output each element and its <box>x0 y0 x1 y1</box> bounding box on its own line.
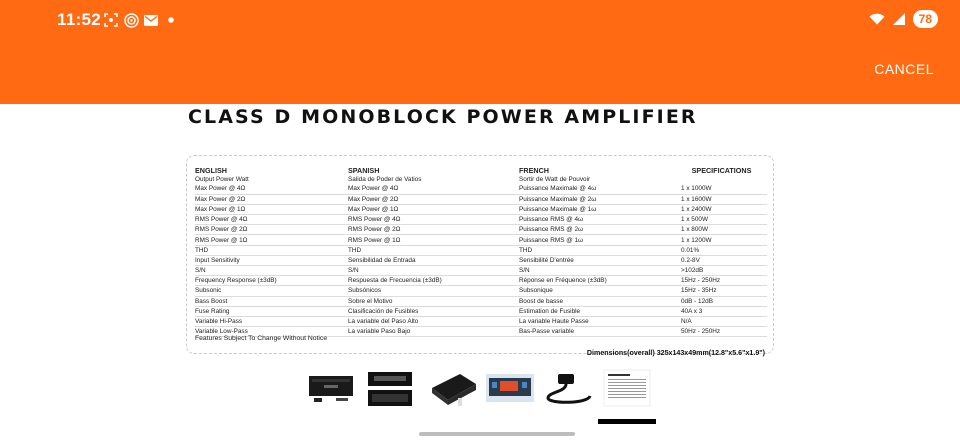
spec-cell-spanish: Respuesta de Frecuencia (±3dB) <box>348 276 519 286</box>
spec-cell-french: Boost de basse <box>519 296 676 306</box>
status-time: 11:52 <box>57 10 102 29</box>
spec-cell-spanish: THD <box>348 245 519 255</box>
spec-cell-spanish: Max Power @ 4Ω <box>348 184 519 194</box>
app-header <box>0 0 960 104</box>
spec-cell-spanish: RMS Power @ 2Ω <box>348 225 519 235</box>
hotspot-icon <box>123 12 139 28</box>
spec-cell-spec: 0.2-8V <box>676 255 767 265</box>
status-icons-left <box>103 12 179 28</box>
spec-cell-spanish: RMS Power @ 1Ω <box>348 235 519 245</box>
spec-row <box>195 276 767 286</box>
header-french: FRENCH <box>519 166 549 175</box>
spec-cell-spec: >102dB <box>676 266 767 276</box>
spec-cell-french: THD <box>519 245 676 255</box>
spec-cell-french: Estimation de Fusible <box>519 306 676 316</box>
thumbnail-5[interactable] <box>544 368 594 408</box>
spec-cell-english: RMS Power @ 2Ω <box>195 225 348 235</box>
spec-cell-english: Bass Boost <box>195 296 348 306</box>
spec-cell-spec: 1 x 1600W <box>676 194 767 204</box>
spec-cell-english: Max Power @ 2Ω <box>195 194 348 204</box>
spec-cell-spec: 15Hz - 250Hz <box>676 276 767 286</box>
spec-cell-french: Sensibilité D'entrée <box>519 255 676 265</box>
spec-cell-french: Puissance Maximale @ 1ω <box>519 204 676 214</box>
spec-cell-spec: 1 x 800W <box>676 225 767 235</box>
gesture-nav-handle[interactable] <box>419 432 575 436</box>
cancel-button[interactable]: CANCEL <box>874 61 934 77</box>
spec-cell-spanish: RMS Power @ 4Ω <box>348 215 519 225</box>
spec-cell-french: Bas-Passe variable <box>519 327 676 337</box>
spec-row <box>195 235 767 245</box>
spec-cell-spanish: Max Power @ 2Ω <box>348 194 519 204</box>
spec-cell-french: Puissance Maximale @ 2ω <box>519 194 676 204</box>
wifi-icon <box>869 11 885 27</box>
header-english: ENGLISH <box>195 166 227 175</box>
spec-row <box>195 255 767 265</box>
status-icons-right <box>869 10 938 28</box>
spec-cell-english: Variable Low-Pass <box>195 327 348 337</box>
battery-level: 78 <box>913 10 938 28</box>
spec-cell-english: Fuse Rating <box>195 306 348 316</box>
spec-cell-english: RMS Power @ 1Ω <box>195 235 348 245</box>
subheader-spanish: Salida de Poder de Vatios <box>348 176 422 183</box>
header-spanish: SPANISH <box>348 166 380 175</box>
spec-cell-english: THD <box>195 245 348 255</box>
spec-cell-french: Subsonique <box>519 286 676 296</box>
subheader-spec <box>676 175 767 184</box>
spec-cell-french: S/N <box>519 266 676 276</box>
spec-cell-spanish: La variable Paso Bajo <box>348 327 519 337</box>
thumbnail-strip <box>306 368 662 408</box>
spec-body <box>195 175 767 337</box>
spec-cell-spanish: Clasificación de Fusibles <box>348 306 519 316</box>
spec-cell-english: RMS Power @ 4Ω <box>195 215 348 225</box>
thumbnail-6[interactable] <box>602 368 652 408</box>
spec-row <box>195 245 767 255</box>
header-specifications: SPECIFICATIONS <box>691 166 752 175</box>
spec-header-row <box>195 166 767 175</box>
spec-cell-spec: 0dB - 12dB <box>676 296 767 306</box>
spec-sheet <box>186 155 774 357</box>
spec-cell-french: Puissance RMS @ 4ω <box>519 215 676 225</box>
spec-cell-spec: 1 x 1200W <box>676 235 767 245</box>
thumbnail-2[interactable] <box>366 368 416 408</box>
spec-cell-spec: 40A x 3 <box>676 306 767 316</box>
thumbnail-4[interactable] <box>486 368 536 408</box>
spec-subheader-row <box>195 175 767 184</box>
product-title: CLASS D MONOBLOCK POWER AMPLIFIER <box>188 106 698 128</box>
spec-cell-spec: 1 x 500W <box>676 215 767 225</box>
dimensions-text: Dimensions(overall) 325x143x49mm(12.8"x5.6"x1.9") <box>586 349 765 357</box>
spec-row <box>195 194 767 204</box>
spec-cell-spec: 1 x 1000W <box>676 184 767 194</box>
spec-cell-spec: N/A <box>676 316 767 326</box>
spec-cell-french: Réponse en Fréquence (±3dB) <box>519 276 676 286</box>
spec-cell-english: S/N <box>195 266 348 276</box>
spec-cell-french: La variable Haute Passe <box>519 316 676 326</box>
spec-table <box>195 166 767 337</box>
screenshot-icon <box>103 12 119 28</box>
spec-row <box>195 184 767 194</box>
spec-row <box>195 306 767 316</box>
thumbnail-1[interactable] <box>306 368 356 408</box>
selected-thumbnail-indicator <box>598 419 656 424</box>
signal-icon <box>891 11 907 27</box>
spec-cell-spanish: S/N <box>348 266 519 276</box>
spec-cell-english: Subsonic <box>195 286 348 296</box>
spec-cell-english: Max Power @ 1Ω <box>195 204 348 214</box>
spec-cell-french: Puissance RMS @ 1ω <box>519 235 676 245</box>
spec-cell-spanish: La variable del Paso Alto <box>348 316 519 326</box>
subheader-french: Sortir de Watt de Pouvoir <box>519 176 591 183</box>
dot-icon <box>163 12 179 28</box>
spec-cell-spec: 50Hz - 250Hz <box>676 327 767 337</box>
spec-cell-spanish: Sobre el Motivo <box>348 296 519 306</box>
thumbnail-3[interactable] <box>428 368 478 408</box>
spec-cell-spanish: Sensibilidad de Entrada <box>348 255 519 265</box>
spec-row <box>195 316 767 326</box>
spec-row <box>195 286 767 296</box>
spec-row <box>195 215 767 225</box>
spec-cell-spec: 15Hz - 35Hz <box>676 286 767 296</box>
spec-row <box>195 296 767 306</box>
spec-cell-english: Variable Hi-Pass <box>195 316 348 326</box>
subheader-english: Output Power Watt <box>195 176 249 183</box>
spec-row <box>195 266 767 276</box>
spec-cell-french: Puissance Maximale @ 4ω <box>519 184 676 194</box>
spec-cell-spec: 0.01% <box>676 245 767 255</box>
spec-cell-french: Puissance RMS @ 2ω <box>519 225 676 235</box>
spec-cell-spanish: Subsónicos <box>348 286 519 296</box>
spec-row <box>195 204 767 214</box>
spec-cell-english: Input Sensitivity <box>195 255 348 265</box>
spec-cell-spanish: Max Power @ 1Ω <box>348 204 519 214</box>
spec-cell-spec: 1 x 2400W <box>676 204 767 214</box>
mail-icon <box>143 12 159 28</box>
spec-cell-english: Frequency Response (±3dB) <box>195 276 348 286</box>
spec-row <box>195 225 767 235</box>
change-notice: Features Subject To Change Without Notice <box>195 335 328 342</box>
spec-cell-english: Max Power @ 4Ω <box>195 184 348 194</box>
